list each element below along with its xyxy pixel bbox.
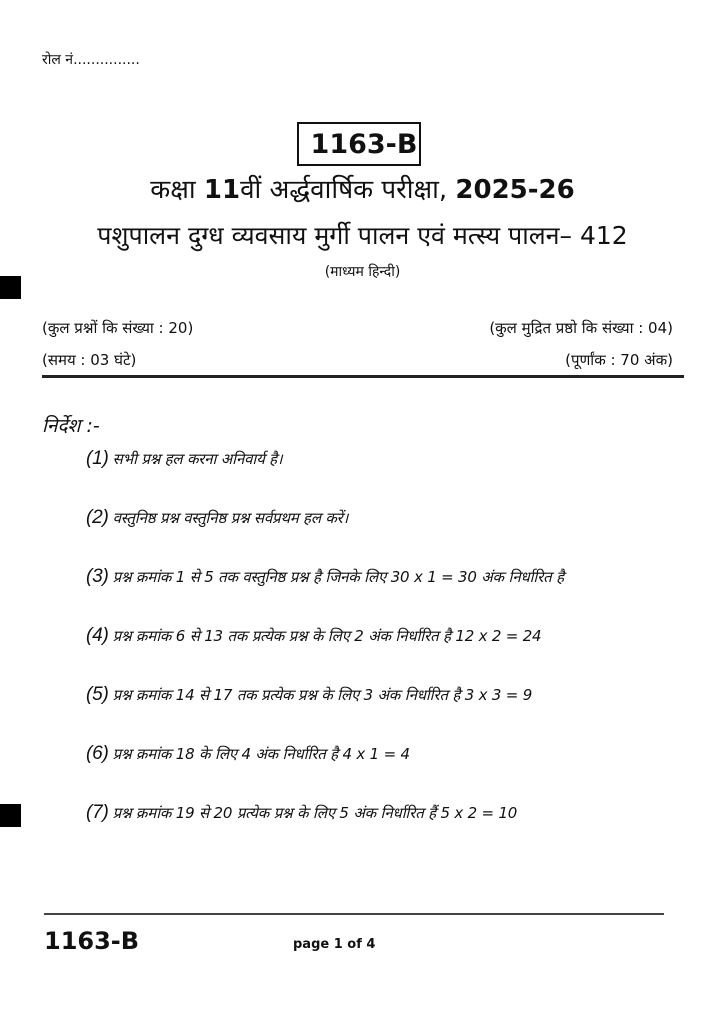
instruction-item bbox=[86, 566, 564, 625]
total-questions: (कुल प्रश्नों कि संख्या : 20) bbox=[42, 319, 194, 337]
instruction-number: (6) bbox=[86, 743, 109, 764]
instruction-text: प्रश्न क्रमांक 19 से 20 प्रत्येक प्रश्न के लिए 5 अंक निर्धारित हैं 5 x 2 = 10 bbox=[112, 804, 518, 822]
medium-label: (माध्यम हिन्दी) bbox=[324, 264, 401, 280]
instruction-text: वस्तुनिष्ठ प्रश्न वस्तुनिष्ठ प्रश्न सर्वप्रथम हल करें। bbox=[112, 509, 349, 527]
roll-number-field: रोल नं............... bbox=[42, 52, 140, 68]
instruction-item bbox=[86, 802, 564, 861]
total-pages: (कुल मुद्रित प्रष्ठो कि संख्या : 04) bbox=[489, 319, 673, 337]
instructions-list bbox=[86, 448, 564, 861]
instruction-number: (4) bbox=[86, 625, 109, 646]
instruction-item bbox=[86, 743, 564, 802]
exam-title-mid: वीं अर्द्धवार्षिक परीक्षा, bbox=[240, 175, 456, 205]
instruction-number: (1) bbox=[86, 448, 109, 469]
instruction-item bbox=[86, 448, 564, 507]
instruction-text: सभी प्रश्न हल करना अनिवार्य है। bbox=[112, 450, 283, 468]
footer-divider bbox=[44, 913, 664, 915]
instruction-number: (7) bbox=[86, 802, 109, 823]
instruction-item bbox=[86, 625, 564, 684]
paper-code: 1163-B bbox=[310, 128, 418, 160]
instructions-heading: निर्देश :- bbox=[42, 415, 100, 437]
instruction-item bbox=[86, 684, 564, 743]
instruction-number: (5) bbox=[86, 684, 109, 705]
instruction-text: प्रश्न क्रमांक 1 से 5 तक वस्तुनिष्ठ प्रश्न है जिनके लिए 30 x 1 = 30 अंक निर्धारित है bbox=[112, 568, 564, 586]
full-marks: (पूर्णांक : 70 अंक) bbox=[565, 351, 673, 369]
page-number: page 1 of 4 bbox=[293, 937, 376, 952]
registration-marker-bottom bbox=[0, 804, 21, 827]
instruction-text: प्रश्न क्रमांक 14 से 17 तक प्रत्येक प्रश्न के लिए 3 अंक निर्धारित है 3 x 3 = 9 bbox=[112, 686, 533, 704]
paper-code-box bbox=[297, 122, 421, 166]
exam-class: 11 bbox=[203, 175, 241, 205]
subject-title: पशुपालन दुग्ध व्यवसाय मुर्गी पालन एवं मत्स्य पालन– 412 bbox=[97, 221, 628, 250]
instruction-item bbox=[86, 507, 564, 566]
instruction-text: प्रश्न क्रमांक 6 से 13 तक प्रत्येक प्रश्न के लिए 2 अंक निर्धारित है 12 x 2 = 24 bbox=[112, 627, 542, 645]
header-divider bbox=[42, 375, 684, 378]
exam-time: (समय : 03 घंटे) bbox=[42, 351, 137, 369]
exam-title bbox=[0, 170, 725, 206]
instruction-number: (3) bbox=[86, 566, 109, 587]
footer-paper-code: 1163-B bbox=[44, 927, 140, 955]
instruction-number: (2) bbox=[86, 507, 109, 528]
exam-title-prefix: कक्षा bbox=[150, 175, 204, 205]
exam-year: 2025-26 bbox=[455, 175, 575, 205]
instruction-text: प्रश्न क्रमांक 18 के लिए 4 अंक निर्धारित है 4 x 1 = 4 bbox=[112, 745, 410, 763]
